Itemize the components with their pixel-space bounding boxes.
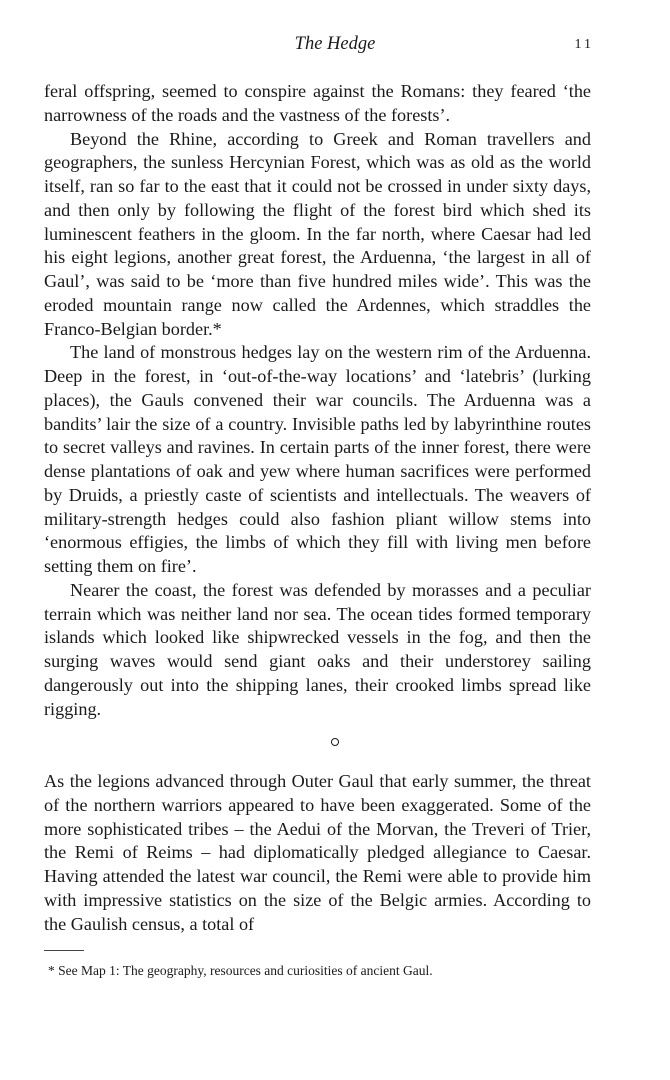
running-title: The Hedge [294,34,376,54]
page-number: 11 [574,37,594,52]
footnote-rule [44,950,84,951]
paragraph: As the legions advanced through Outer Gaul that early summer, the threat of the northern warriors appeared to have been exaggerated. Some of the more sophisticated tribes – the Aedui of the Morvan, the Treveri of Trier, the Remi of Reims – had diplomatically pledged allegiance to Caesar. Having attended the latest war council, the Remi were able to provide him with impressive statistics on the size of the Belgic armies. According to the Gaulish census, a total of [44,771,591,934]
paragraph: Beyond the Rhine, according to Greek and Roman travellers and geographers, the sunless Hercynian Forest, which was as old as the world itself, ran so far to the east that it could not be crossed in under sixty days, and then only by following the flight of the forest bird which shed its luminescent feathers in the gloom. In the far north, where Caesar had led his eight legions, another great forest, the Arduenna, ‘the largest in all of Gaul’, was said to be ‘more than five hundred miles wide’. This was the eroded mountain range now called the Ardennes, which straddles the Franco-Belgian border.* [44,128,591,339]
paragraph: Nearer the coast, the forest was defended by morasses and a peculiar terrain which was neither land nor sea. The ocean tides formed temporary islands which looked like shipwrecked vessels in the fog, and then the surging waves would send giant oaks and their understorey sailing dangerously out into the shipping lanes, their crooked limbs spread like rigging. [44,579,591,719]
running-head [0,34,670,60]
paragraph: feral offspring, seemed to conspire against the Romans: they feared ‘the narrowness of the roads and the vastness of the forests’. [44,81,591,125]
section-break-ornament [331,738,339,746]
body-text-section-two [44,770,591,936]
paragraph: The land of monstrous hedges lay on the western rim of the Arduenna. Deep in the forest, in ‘out-of-the-way locations’ and ‘latebris’ (lurking places), the Gauls convened their war councils. The Arduenna was a bandits’ lair the size of a country. Invisible paths led by labyrinthine routes to secret valleys and ravines. In certain parts of the inner forest, there were dense plantations of oak and yew where human sacrifices were performed by Druids, a priestly caste of scientists and intellectuals. The weavers of military-strength hedges could also fashion pliant willow stems into ‘enormous effigies, the limbs of which they fill with living men before setting them on fire’. [44,342,591,576]
footnote: * See Map 1: The geography, resources and curiosities of ancient Gaul. [48,963,433,978]
body-text [44,80,591,721]
